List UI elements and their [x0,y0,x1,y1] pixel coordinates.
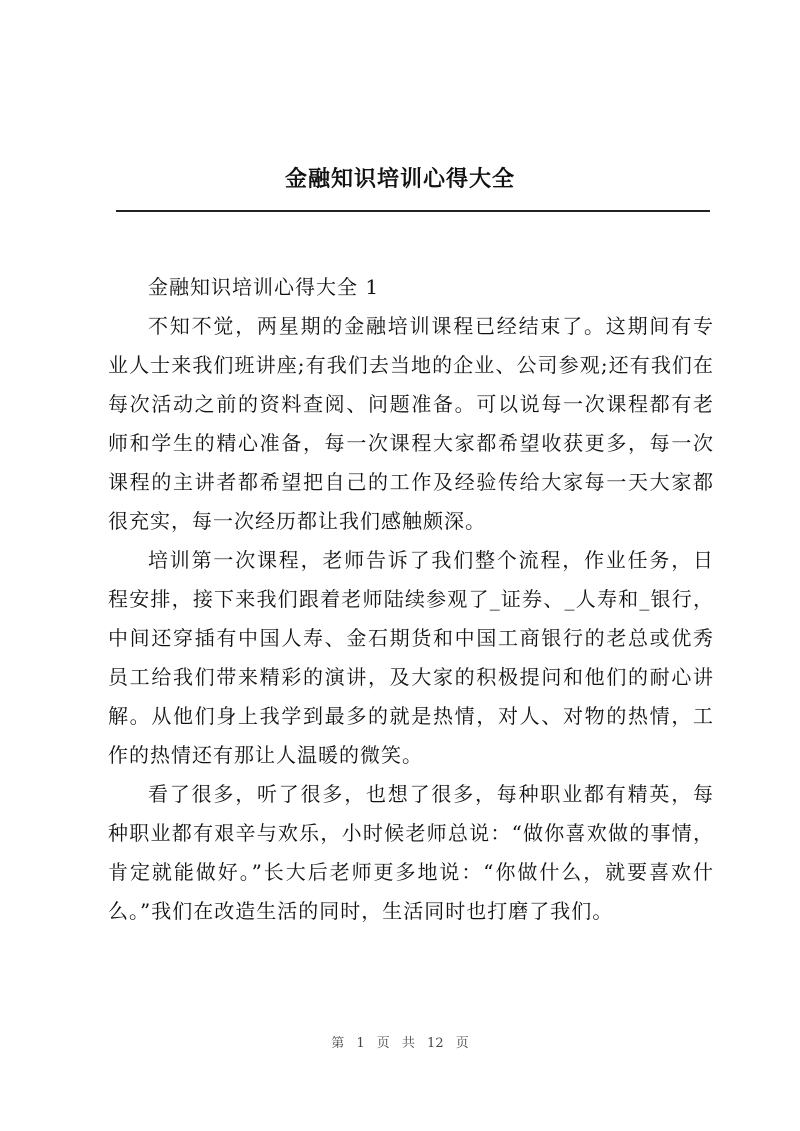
document-body [108,268,714,931]
paragraph: 不知不觉，两星期的金融培训课程已经结束了。这期间有专业人士来我们班讲座;有我们去当地的企业、公司参观;还有我们在每次活动之前的资料查阅、问题准备。可以说每一次课程都有老师和学生的精心准备，每一次课程大家都希望收获更多，每一次课程的主讲者都希望把自己的工作及经验传给大家每一天大家都很充实，每一次经历都让我们感触颇深。 [108,314,714,533]
paragraph: 看了很多，听了很多，也想了很多，每种职业都有精英，每种职业都有艰辛与欢乐，小时候老师总说：“做你喜欢做的事情，肯定就能做好。”长大后老师更多地说：“你做什么，就要喜欢什么。”我们在改造生活的同时，生活同时也打磨了我们。 [108,782,714,923]
page-number-footer: 第 1 页 共 12 页 [331,1036,469,1051]
section-heading: 金融知识培训心得大全 1 [148,275,380,299]
paragraph: 培训第一次课程，老师告诉了我们整个流程，作业任务，日程安排，接下来我们跟着老师陆续参观了_证券、_人寿和_银行，中间还穿插有中国人寿、金石期货和中国工商银行的老总或优秀员工给我们带来精彩的演讲，及大家的积极提问和他们的耐心讲解。从他们身上我学到最多的就是热情，对人、对物的热情，工作的热情还有那让人温暖的微笑。 [108,548,714,767]
document-title: 金融知识培训心得大全 [284,167,515,192]
title-divider [116,210,710,212]
